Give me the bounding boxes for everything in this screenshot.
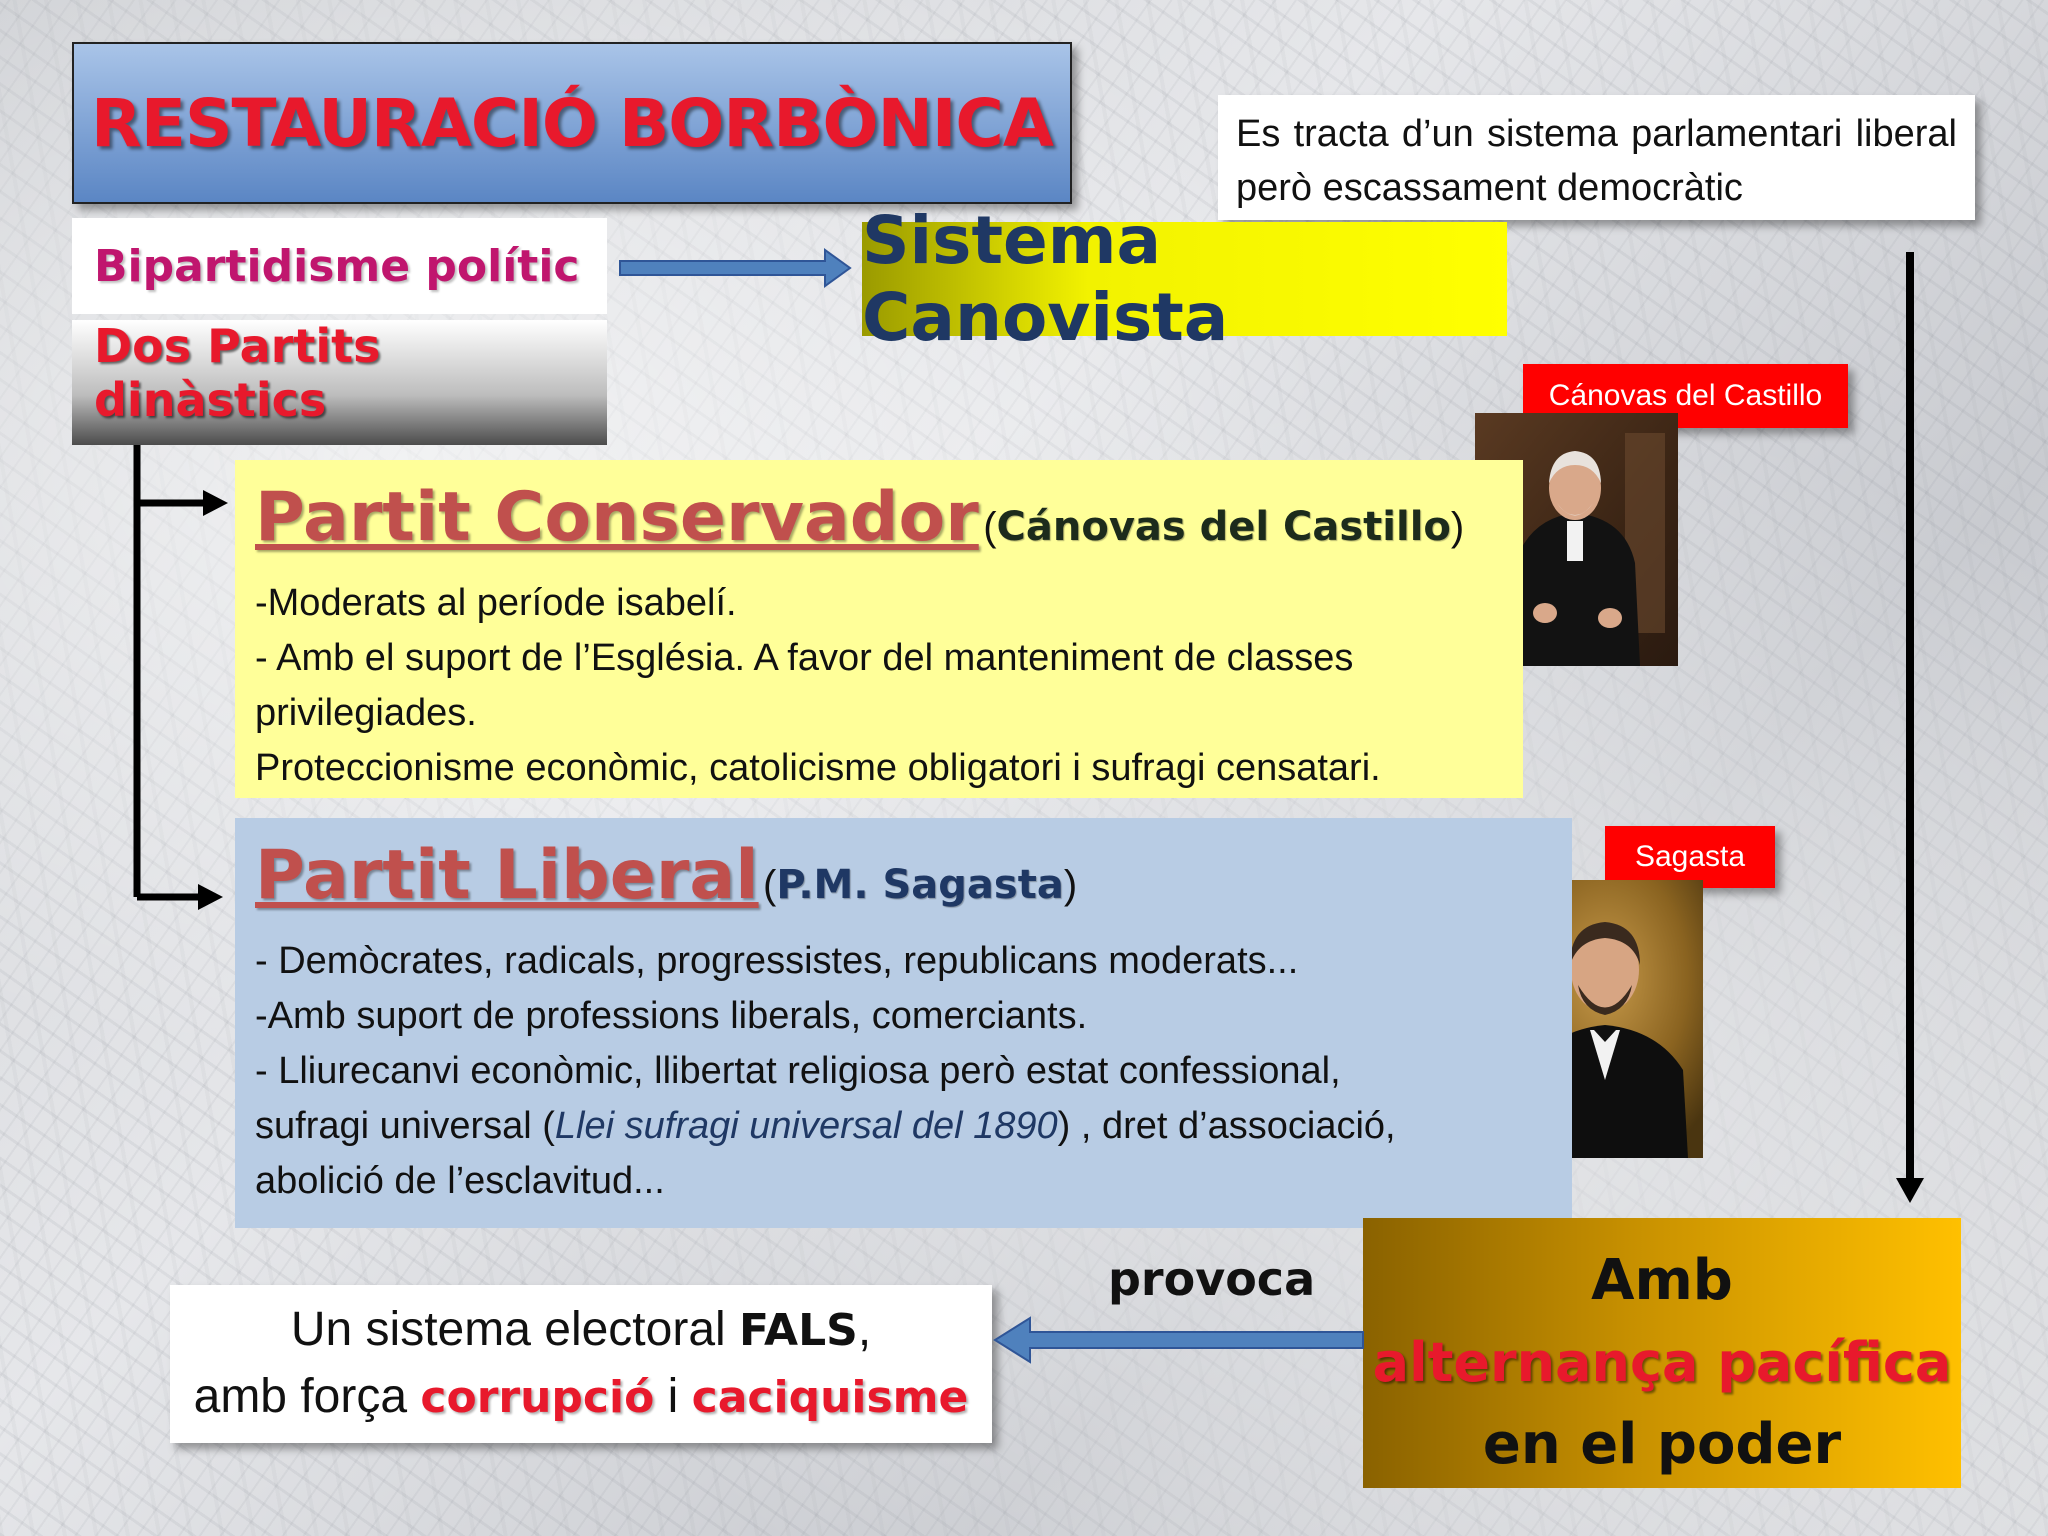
fals-l1-post: ,	[857, 1303, 872, 1356]
conservador-leader: Cánovas del Castillo	[996, 504, 1451, 550]
arrow-right-icon	[620, 250, 850, 286]
fals-l2-mid: i	[654, 1370, 692, 1423]
arrow-down-icon	[1896, 252, 1924, 1203]
liberal-leader-wrap: (P.M. Sagasta)	[763, 862, 1078, 908]
conservador-line-4: Proteccionisme econòmic, catolicisme obligatori i sufragi censatari.	[255, 747, 1381, 789]
conservador-leader-wrap: (Cánovas del Castillo)	[983, 504, 1465, 550]
alternanca-line-2: alternança pacífica	[1372, 1331, 1952, 1394]
bipartidisme-label: Bipartidisme polític	[94, 240, 580, 292]
arrow-right-icon	[198, 490, 228, 910]
alternanca-line-3: en el poder	[1482, 1412, 1842, 1477]
sagasta-tag-label: Sagasta	[1634, 840, 1746, 873]
provoca-label: provoca	[1108, 1252, 1316, 1306]
liberal-name: Partit Liberal	[255, 836, 759, 915]
caciquisme-word: caciquisme	[691, 1372, 969, 1423]
fals-l2-pre: amb força	[193, 1370, 421, 1423]
bracket-connector	[137, 445, 210, 897]
page-title: RESTAURACIÓ BORBÒNICA	[91, 84, 1053, 162]
fals-l1-pre: Un sistema electoral	[290, 1303, 740, 1356]
liberal-line-3: - Lliurecanvi econòmic, llibertat religiosa però estat confessional,	[255, 1050, 1341, 1092]
corrupcio-word: corrupció	[420, 1372, 655, 1423]
conservador-name: Partit Conservador	[255, 478, 979, 557]
liberal-line-5: abolició de l’esclavitud...	[255, 1160, 665, 1202]
sistema-canovista-label: Sistema Canovista	[862, 202, 1229, 356]
description-text: Es tracta d’un sistema parlamentari liberal però escassament democràtic	[1236, 113, 1957, 209]
llei-sufragi-link[interactable]: Llei sufragi universal del 1890	[554, 1105, 1058, 1147]
arrow-left-icon	[995, 1318, 1363, 1362]
canovas-tag-label: Cánovas del Castillo	[1548, 379, 1823, 412]
alternanca-line-1: Amb	[1591, 1248, 1733, 1313]
liberal-leader: P.M. Sagasta	[776, 862, 1064, 908]
liberal-line-4-pre: sufragi universal (	[255, 1105, 555, 1147]
liberal-line-1: - Demòcrates, radicals, progressistes, republicans moderats...	[255, 940, 1299, 982]
dos-partits-label: Dos Partits dinàstics	[94, 319, 381, 427]
fals-bold: FALS	[739, 1305, 858, 1356]
liberal-line-4-post: ) , dret d’associació,	[1057, 1105, 1396, 1147]
conservador-line-3: privilegiades.	[255, 692, 477, 734]
conservador-line-1: -Moderats al període isabelí.	[255, 582, 737, 624]
liberal-line-2: -Amb suport de professions liberals, comerciants.	[255, 995, 1088, 1037]
conservador-line-2: - Amb el suport de l’Església. A favor del manteniment de classes	[255, 637, 1354, 679]
